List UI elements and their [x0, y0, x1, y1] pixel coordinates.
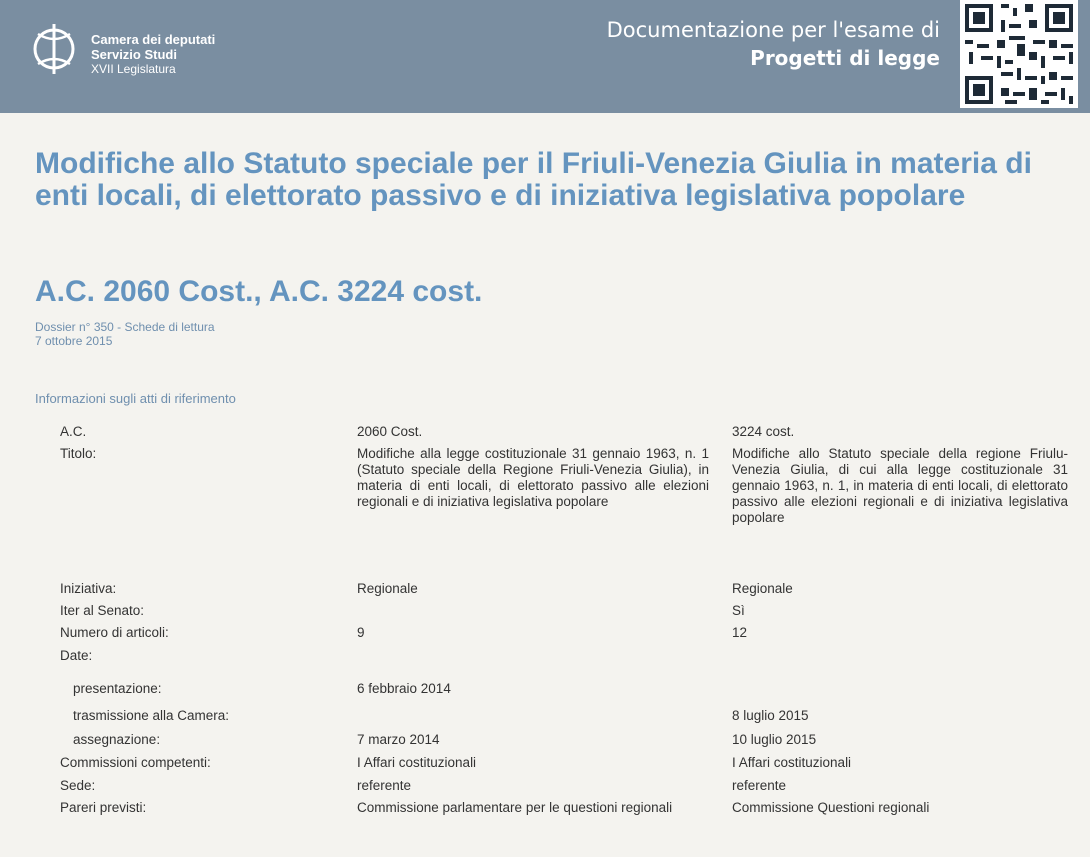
camera-logo-icon [28, 20, 80, 78]
document-type-line: Documentazione per l'esame di [606, 18, 940, 42]
row-value-b: Commissione Questioni regionali [732, 800, 930, 815]
row-label: Iniziativa: [60, 581, 117, 596]
service-name: Servizio Studi [91, 47, 177, 62]
document-type-title: Progetti di legge [750, 46, 940, 70]
dossier-info [35, 320, 215, 348]
row-label: Titolo: [60, 446, 97, 461]
row-value-a: Modifiche alla legge costituzionale 31 gennaio 1963, n. 1 (Statuto speciale della Regione Friuli-Venezia Giulia), in materia di enti locali, di elettorato passivo alle elezioni regionali e di iniziativa legislativa popolare [357, 446, 709, 509]
legislature-name: XVII Legislatura [91, 62, 176, 76]
row-value-b: referente [732, 778, 787, 793]
row-label: Numero di articoli: [60, 625, 169, 640]
row-label: presentazione: [73, 681, 162, 696]
institution-block [91, 32, 215, 77]
row-value-a: 6 febbraio 2014 [357, 681, 451, 696]
institution-name: Camera dei deputati [91, 32, 216, 47]
row-label: Iter al Senato: [60, 603, 145, 618]
row-value-b: Modifiche allo Statuto speciale della regione Friulu-Venezia Giulia, di cui alla legge costituzionale 31 gennaio 1963, n. 1, in materia di enti locali, di elettorato passivo alle elezioni regionali e di iniziativa legislativa popolare [732, 446, 1068, 525]
row-label: assegnazione: [73, 732, 161, 747]
row-value-a: referente [357, 778, 412, 793]
dossier-number: Dossier n° 350 - Schede di lettura [35, 320, 215, 334]
row-label: Sede: [60, 778, 96, 793]
row-value-b: Sì [732, 603, 745, 618]
page-title: Modifiche allo Statuto speciale per il Friuli-Venezia Giulia in materia di enti locali, di elettorato passivo e di iniziativa legislativa popolare [35, 147, 1032, 212]
row-value-b: 8 luglio 2015 [732, 708, 809, 723]
row-value-b: 10 luglio 2015 [732, 732, 817, 747]
bill-numbers: A.C. 2060 Cost., A.C. 3224 cost. [35, 275, 483, 308]
row-value-b: 3224 cost. [732, 424, 795, 439]
row-value-b: 12 [732, 625, 748, 640]
row-label: A.C. [60, 424, 87, 439]
qr-code-icon [960, 0, 1078, 108]
row-label: trasmissione alla Camera: [73, 708, 230, 723]
row-value-a: 7 marzo 2014 [357, 732, 440, 747]
row-value-a: 9 [357, 625, 365, 640]
row-value-a: Commissione parlamentare per le questioni regionali [357, 800, 673, 815]
dossier-date: 7 ottobre 2015 [35, 334, 113, 348]
section-title: Informazioni sugli atti di riferimento [35, 391, 236, 406]
row-label: Date: [60, 648, 93, 663]
header-banner [0, 0, 1090, 113]
row-value-a: I Affari costituzionali [357, 755, 477, 770]
document-type-block [607, 16, 940, 72]
row-value-b: Regionale [732, 581, 793, 596]
row-value-a: 2060 Cost. [357, 424, 423, 439]
row-label: Pareri previsti: [60, 800, 147, 815]
row-value-a: Regionale [357, 581, 418, 596]
row-value-b: I Affari costituzionali [732, 755, 852, 770]
row-label: Commissioni competenti: [60, 755, 211, 770]
